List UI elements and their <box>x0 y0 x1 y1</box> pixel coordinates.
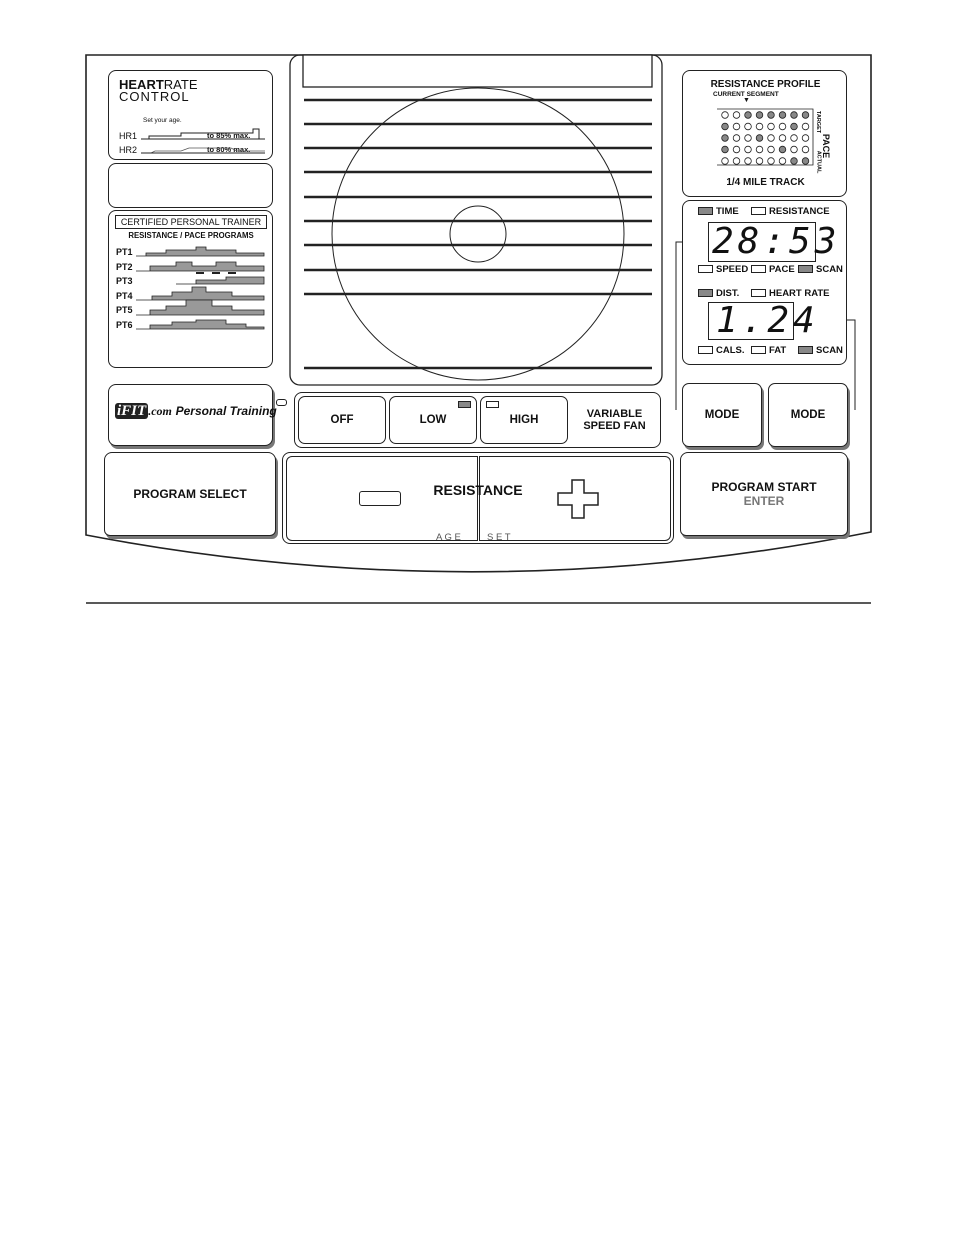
led-dot <box>768 135 775 142</box>
led-dot <box>756 123 763 130</box>
fan-low-button[interactable]: LOW <box>389 396 477 444</box>
speaker-grille <box>290 55 662 385</box>
led-dot <box>722 146 729 153</box>
time-indicator <box>698 206 739 217</box>
heart-rate-indicator <box>751 288 830 299</box>
cals-led-icon <box>698 346 713 354</box>
heart-title-bold: HEART <box>119 77 164 92</box>
hr1-label: HR1 <box>119 131 138 141</box>
led-dot <box>722 158 729 165</box>
program-pt4: PT4 <box>116 291 133 301</box>
led-dot <box>768 146 775 153</box>
fan-label-line2: SPEED FAN <box>583 420 646 432</box>
fat-label: FAT <box>769 345 787 356</box>
fan-high-button[interactable]: HIGH <box>480 396 568 444</box>
profile-title: RESISTANCE PROFILE <box>710 79 821 90</box>
speed-led-icon <box>698 265 713 273</box>
led-dot <box>779 112 786 119</box>
led-dot <box>791 135 798 142</box>
led-dot <box>745 135 752 142</box>
led-dot <box>768 158 775 165</box>
led-dot <box>733 123 740 130</box>
scan-led-icon-1 <box>798 265 813 273</box>
scan-led-icon-2 <box>798 346 813 354</box>
pace-led-icon <box>751 265 766 273</box>
profile-target: TARGET <box>815 110 822 134</box>
resistance-label: RESISTANCE <box>769 206 830 217</box>
fan-off-button[interactable]: OFF <box>298 396 386 444</box>
led-dot <box>779 158 786 165</box>
resistance-profile-panel <box>682 70 847 197</box>
fan-label <box>572 408 657 432</box>
program-profile-graphs <box>136 242 266 334</box>
led-dot <box>722 112 729 119</box>
mode-button-left[interactable]: MODE <box>682 383 762 447</box>
led-dot <box>756 112 763 119</box>
program-pt3: PT3 <box>116 276 133 286</box>
led-dot <box>733 112 740 119</box>
ifit-domain: .com <box>148 404 172 418</box>
fat-led-icon <box>751 346 766 354</box>
time-label: TIME <box>716 206 739 217</box>
scan-label-1: SCAN <box>816 264 843 275</box>
led-dot <box>733 135 740 142</box>
led-dot <box>756 135 763 142</box>
led-dot <box>791 123 798 130</box>
fan-label-line1: VARIABLE <box>586 408 643 420</box>
led-dot <box>802 146 809 153</box>
trainer-subtitle: RESISTANCE / PACE PROGRAMS <box>128 231 254 240</box>
scan-indicator-2 <box>798 345 843 356</box>
hr2-text: to 80% max. <box>207 145 251 154</box>
plus-icon <box>556 478 600 520</box>
led-dot <box>768 123 775 130</box>
pace-indicator <box>751 264 795 275</box>
led-dot <box>733 146 740 153</box>
trainer-title: CERTIFIED PERSONAL TRAINER <box>115 215 267 229</box>
heart-rate-note: Set your age. <box>143 117 182 124</box>
dist-indicator <box>698 288 739 299</box>
profile-track: 1/4 MILE TRACK <box>726 177 805 188</box>
speed-indicator <box>698 264 748 275</box>
ifit-indicator <box>276 399 287 406</box>
ifit-logo <box>115 403 277 420</box>
blank-window <box>108 163 273 208</box>
resistance-label: RESISTANCE <box>433 482 523 498</box>
current-segment-arrow: ▼ <box>743 97 750 104</box>
enter-label: ENTER <box>743 494 785 508</box>
time-led-icon <box>698 207 713 215</box>
led-matrix <box>713 107 823 167</box>
fan-high-led-icon <box>486 401 499 408</box>
led-dot <box>791 146 798 153</box>
fat-indicator <box>751 345 786 356</box>
led-dot <box>802 135 809 142</box>
program-start-label: PROGRAM START <box>711 480 817 494</box>
profile-actual: ACTUAL <box>815 150 822 174</box>
program-pt1: PT1 <box>116 247 133 257</box>
heart-rate-panel <box>108 70 273 160</box>
profile-pace: PACE <box>821 133 832 159</box>
led-dot <box>745 158 752 165</box>
led-dot <box>791 158 798 165</box>
program-pt6: PT6 <box>116 320 133 330</box>
led-dot <box>779 146 786 153</box>
led-dot <box>802 112 809 119</box>
cals-indicator <box>698 345 745 356</box>
minus-icon <box>359 491 401 506</box>
program-pt5: PT5 <box>116 305 133 315</box>
hr-profile-graph <box>141 125 266 157</box>
age-label: A G E <box>436 532 461 543</box>
pace-label: PACE <box>769 264 795 275</box>
led-dot <box>722 135 729 142</box>
heart-title-line2: CONTROL <box>119 89 190 104</box>
led-dot <box>722 123 729 130</box>
program-pt2: PT2 <box>116 262 133 272</box>
distance-value: 1.24 <box>716 300 819 341</box>
resistance-led-icon <box>751 207 766 215</box>
scan-indicator-1 <box>798 264 843 275</box>
resistance-indicator <box>751 206 830 217</box>
time-value: 28:53 <box>712 221 841 262</box>
fan-low-led-icon <box>458 401 471 408</box>
scan-label-2: SCAN <box>816 345 843 356</box>
cals-label: CALS. <box>716 345 745 356</box>
led-dot <box>779 135 786 142</box>
led-dot <box>768 112 775 119</box>
led-dot <box>779 123 786 130</box>
program-start-button[interactable] <box>680 452 848 536</box>
led-dot <box>802 158 809 165</box>
led-dot <box>733 158 740 165</box>
profile-current: CURRENT SEGMENT <box>713 91 779 98</box>
led-dot <box>745 112 752 119</box>
ifit-brand: iFIT <box>117 403 147 419</box>
ifit-logo-panel <box>108 384 277 446</box>
led-dot <box>756 146 763 153</box>
led-dot <box>745 146 752 153</box>
dist-led-icon <box>698 289 713 297</box>
program-select-button[interactable]: PROGRAM SELECT <box>104 452 276 536</box>
led-dot <box>791 112 798 119</box>
led-dot <box>756 158 763 165</box>
led-dot <box>745 123 752 130</box>
led-dot <box>802 123 809 130</box>
mode-button-right[interactable]: MODE <box>768 383 848 447</box>
speed-label: SPEED <box>716 264 749 275</box>
dist-label: DIST. <box>716 288 740 299</box>
hr1-text: to 85% max. <box>207 131 251 140</box>
heart-rate-led-icon <box>751 289 766 297</box>
ifit-tagline: Personal Training <box>175 404 277 418</box>
set-label: S E T <box>487 532 511 543</box>
hr2-label: HR2 <box>119 145 138 155</box>
heart-rate-label: HEART RATE <box>769 288 830 299</box>
heart-rate-title <box>119 79 198 103</box>
heart-title-rest: RATE <box>163 77 198 92</box>
